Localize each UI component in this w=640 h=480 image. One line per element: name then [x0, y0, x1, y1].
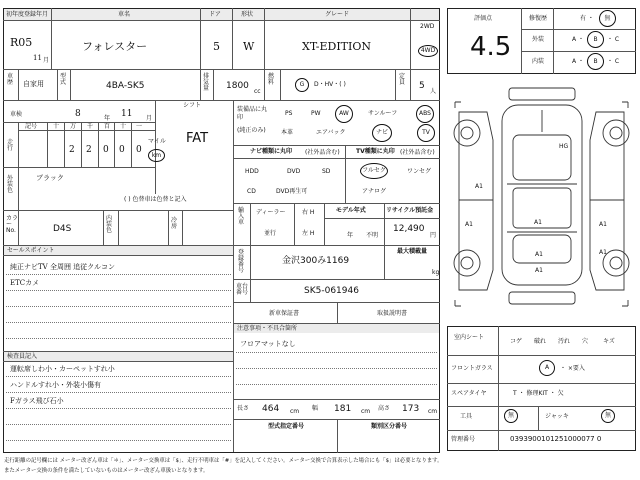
origin-dealer: ディーラー [256, 209, 286, 216]
height-unit: cm [428, 408, 438, 415]
origin-parallel: 並行 [264, 230, 277, 237]
glass-label: フロントガラス [451, 365, 493, 372]
mileage-header-2: 万 [70, 123, 77, 130]
damage-mark-3: A1 [465, 221, 473, 228]
inspection-year: 8 [75, 109, 81, 119]
reg-month: 11 [33, 54, 42, 62]
sales-point-2: ETCカメ [10, 279, 40, 287]
shift-type: FAT [186, 131, 209, 146]
equip-abs: ABS [416, 105, 434, 123]
width: 181 [334, 404, 352, 414]
tools-none: 無 [504, 409, 518, 423]
equip-tv: TV [417, 124, 435, 142]
recycle-unit: 円 [430, 232, 437, 239]
mileage-header-3: 千 [87, 123, 94, 130]
seat-scratch: キズ [603, 338, 615, 345]
length-unit: cm [290, 408, 300, 415]
mileage-header-4: 百 [104, 123, 111, 130]
equip-ps: PS [285, 110, 293, 117]
inspection-year-unit: 年 [104, 115, 111, 122]
interior-post: ・ C [607, 58, 620, 65]
cc-label: 排気量 [203, 73, 210, 92]
mileage-digit-0: 2 [69, 145, 75, 155]
interior-pre: A ・ [572, 58, 585, 65]
body-shape: W [243, 40, 255, 53]
mileage-header-6: 一 [136, 123, 143, 130]
jack-none: 無 [601, 409, 615, 423]
mileage-header-1: 十 [53, 123, 60, 130]
damage-mark-2: A1 [534, 219, 542, 226]
seat-hole: 穴 [582, 338, 589, 345]
inspection-month: 11 [121, 109, 133, 119]
equipment-sub: (純正のみ) [237, 127, 266, 134]
mileage-digit-4: 0 [136, 145, 142, 155]
type-cert-label: 型式指定番号 [268, 423, 305, 430]
mileage-unit-km: km [148, 149, 165, 162]
tv-label: TV種類に丸印 [356, 148, 395, 155]
class-cert-label: 類別区分番号 [371, 423, 408, 430]
seat-burn: コゲ [510, 338, 523, 345]
model-label: 型式 [60, 73, 67, 86]
glass-options: ・ ×要入 [560, 365, 585, 372]
recycle-deposit: 12,490 [393, 224, 425, 234]
damage-mark-4: A1 [599, 221, 607, 228]
repair-options: 有 ・ [580, 15, 594, 22]
door-count: 5 [213, 40, 220, 53]
mileage-digit-1: 2 [86, 145, 92, 155]
max-load-unit: kg [432, 269, 440, 276]
mgmt-number: 0393900101251000077 0 [510, 435, 602, 443]
interior-grade: B [587, 53, 604, 70]
mgmt-label: 管理番号 [451, 436, 476, 443]
tv-sub: (社外品含む) [400, 149, 435, 156]
recycle-label: リサイクル預託金 [386, 207, 434, 214]
fuel-options: D・HV・( ) [314, 81, 346, 88]
navi-dvd-play: DVD再生可 [276, 188, 308, 195]
inspection-label: 車検 [10, 111, 23, 118]
model-year-unit: 年 [347, 232, 354, 239]
max-load-label: 最大積載量 [397, 248, 428, 255]
inspector-note-2: ハンドルすれ小・外装小傷有 [10, 381, 101, 389]
damage-mark-8: HG [559, 143, 569, 150]
notes-label: 注意事項・不具合箇所 [237, 325, 298, 332]
navi-label: ナビ種類に丸印 [250, 148, 293, 155]
navi-sub: (社外品含む) [305, 149, 340, 156]
notes-line-1: フロアマットなし [240, 340, 296, 348]
capacity-unit: 人 [430, 88, 437, 95]
import-label: 輸入車 [238, 207, 245, 226]
tv-fullseg: フルセグ [360, 163, 388, 179]
exterior-post: ・ C [607, 36, 620, 43]
vin-number: SK5-061946 [304, 286, 359, 296]
mileage-digit-2: 0 [103, 145, 109, 155]
score-value: 4.5 [470, 32, 512, 62]
navi-cd: CD [247, 188, 256, 195]
reg-year: R05 [10, 36, 33, 49]
damage-mark-1: A1 [475, 183, 483, 190]
car-name-label: 車名 [118, 11, 131, 18]
aircon-label: 冷房 [171, 217, 178, 230]
inspector-label: 検査員記入 [7, 353, 38, 360]
equip-airbag: エアバック [316, 129, 346, 136]
displacement: 1800 [226, 81, 249, 91]
height: 173 [402, 404, 420, 414]
seat-tear: 破れ [534, 338, 547, 345]
car-name: フォレスター [82, 40, 148, 53]
drive-4wd: 4WD [418, 45, 438, 57]
height-label: 高さ [378, 405, 391, 412]
reg-date-label: 初年度登録年月 [6, 11, 49, 18]
inspection-month-unit: 月 [146, 115, 153, 122]
damage-mark-7: A1 [535, 251, 543, 258]
damage-mark-5: A1 [599, 249, 607, 256]
sales-point-1: 純正ナビTV 全周囲 追従クルコン [10, 263, 115, 271]
manual-label: 取扱説明書 [377, 310, 408, 317]
usage: 自家用 [23, 80, 44, 88]
sales-label: セールスポイント [7, 247, 55, 254]
seat-dirt: 汚れ [558, 338, 571, 345]
vin-label: 車台番号 [236, 283, 249, 296]
exterior-pre: A ・ [572, 36, 585, 43]
tv-oneseg: ワンセグ [407, 168, 432, 175]
equip-navi: ナビ [372, 124, 392, 142]
repair-label: 修復歴 [529, 15, 548, 22]
color-number-label: カラーNo. [6, 215, 19, 234]
exterior-label: 外装 [532, 36, 545, 43]
model-code: 4BA-SK5 [106, 81, 145, 91]
drive-2wd: 2WD [420, 23, 435, 30]
navi-dvd: DVD [287, 168, 301, 175]
damage-mark-6: A1 [535, 267, 543, 274]
tools-label: 工具 [460, 413, 473, 420]
shift-label: シフト [183, 102, 202, 109]
repair-none: 無 [599, 10, 616, 27]
mileage-header-5: 十 [120, 123, 127, 130]
color-label: 外装色 [7, 175, 14, 194]
interior-color-label: 内装色 [106, 215, 113, 234]
steering-left: 左 H [302, 230, 315, 237]
car-diagram [447, 80, 636, 320]
plate-label: 登録番号 [238, 249, 245, 274]
capacity: 5 [419, 81, 425, 91]
plate-number: 金沢300み1169 [282, 256, 350, 266]
fuel-gasoline: G [295, 78, 309, 92]
exterior-grade: B [587, 31, 604, 48]
fuel-label: 燃料 [268, 73, 275, 86]
width-unit: cm [361, 408, 371, 415]
grade: XT-EDITION [302, 40, 371, 53]
score-label: 評価点 [474, 15, 493, 22]
seat-label: 室内シート [454, 334, 485, 341]
model-year-unknown: 不明 [366, 232, 379, 239]
car-diagram-svg [447, 80, 636, 320]
navi-sd: SD [322, 168, 331, 175]
spare-options: T ・ 修理KIT ・ 欠 [513, 390, 564, 397]
history-label: 車歴 [7, 73, 14, 86]
footer-note-2: またメーター交換の条件を満たしていないものはメーター改ざん車扱いとなります。 [4, 468, 209, 474]
inspector-note-3: Fガラス飛び石小 [10, 397, 64, 405]
shape-label: 形状 [241, 11, 254, 18]
length-label: 長さ [237, 405, 250, 412]
mileage-header-0: 記号 [25, 123, 38, 130]
exterior-color: ブラック [36, 174, 64, 182]
reg-month-unit: 月 [43, 57, 50, 64]
grade-label: グレード [325, 11, 350, 18]
jack-label: ジャッキ [545, 413, 569, 420]
equip-leather: 本革 [281, 129, 294, 136]
navi-hdd: HDD [245, 168, 259, 175]
color-change-note: ( ) 色替車は色替と記入 [124, 196, 187, 203]
mileage-unit-mile: マイル [148, 138, 166, 145]
inspector-note-1: 運転席しわ小・カーペットすれ小 [10, 365, 115, 373]
length: 464 [262, 404, 280, 414]
tv-analog: アナログ [362, 188, 387, 195]
equipment-label: 装備品に丸印 [237, 106, 268, 121]
spare-label: スペアタイヤ [451, 390, 487, 397]
glass-grade: A [539, 360, 555, 376]
equip-sunroof: サンルーフ [368, 110, 398, 117]
footer-note-1: 走行距離の記号欄には メーター改ざん車は「＊」、メーター交換車は「$」、走行不明車は「#」を記入してください。メーター交換で合算表示した場合にも「$」は必要となります。 [4, 458, 443, 464]
steering-right: 右 H [302, 209, 315, 216]
equip-aw: AW [335, 105, 353, 123]
model-year-label: モデル年式 [336, 207, 366, 214]
cc-unit: cc [254, 88, 261, 95]
door-label: ドア [209, 11, 221, 18]
mileage-digit-3: 0 [119, 145, 125, 155]
width-label: 幅 [312, 405, 319, 412]
warranty-label: 新車保証書 [269, 310, 300, 317]
capacity-label: 定員 [399, 73, 406, 86]
color-number: D4S [53, 224, 72, 234]
interior-label: 内装 [532, 58, 545, 65]
mileage-label: 走行 [7, 139, 14, 152]
equip-pw: PW [311, 110, 321, 117]
